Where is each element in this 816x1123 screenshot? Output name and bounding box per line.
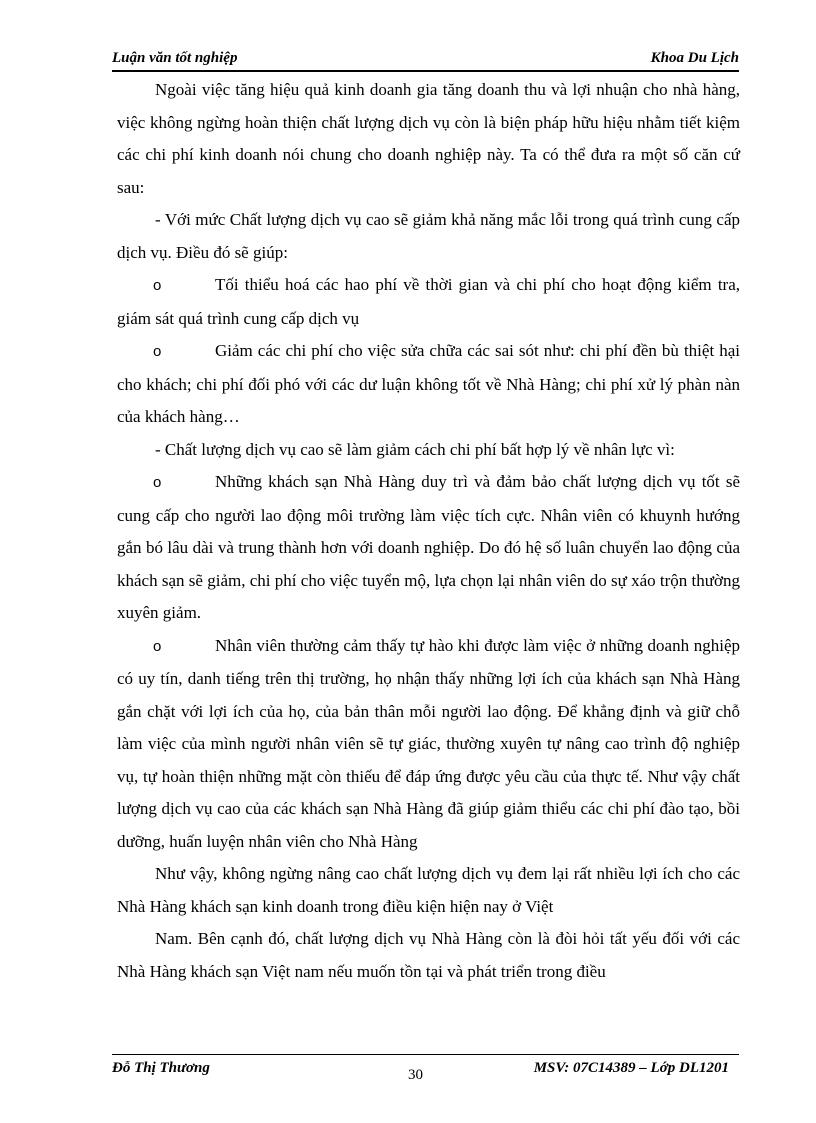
bullet-circle-icon: o [153, 277, 162, 294]
page-header [112, 50, 739, 70]
bullet-item-4-text: Nhân viên thường cảm thấy tự hào khi được làm việc ở những doanh nghiệp có uy tín, danh tiếng trên thị trường, họ nhận thấy những lợi ích của khách sạn Nhà Hàng gắn chặt với lợi ích của họ, của bản thân mỗi người lao động. Để khẳng định và giữ chỗ làm việc của mình người nhân viên sẽ tự giác, thường xuyên tự nâng cao trình độ nghiệp vụ, tự hoàn thiện những mặt còn thiếu để đáp ứng được yêu cầu của thực tế. Như vậy chất lượng dịch vụ cao của các khách sạn Nhà Hàng đã giúp giảm thiểu các chi phí đào tạo, bồi dưỡng, huấn luyện nhân viên cho Nhà Hàng [117, 635, 740, 851]
footer-author: Đỗ Thị Thương [112, 1060, 210, 1076]
header-divider [112, 70, 739, 72]
bullet-circle-icon: o [153, 474, 162, 491]
paragraph-continuation: Nam. Bên cạnh đó, chất lượng dịch vụ Nhà Hàng còn là đòi hỏi tất yếu đối với các Nhà Hàng khách sạn Việt nam nếu muốn tồn tại và phát triển trong điều [117, 929, 740, 981]
paragraph-error-reduction: - Với mức Chất lượng dịch vụ cao sẽ giảm khả năng mắc lỗi trong quá trình cung cấp dịch vụ. Điều đó sẽ giúp: [117, 210, 740, 262]
bullet-circle-icon: o [153, 637, 162, 655]
bullet-item-1 [117, 269, 740, 335]
page-footer [112, 1058, 739, 1082]
bullet-item-3-text: Những khách sạn Nhà Hàng duy trì và đảm bảo chất lượng dịch vụ tốt sẽ cung cấp cho người lao động môi trường làm việc tích cực. Nhân viên có khuynh hướng gắn bó lâu dài và trung thành hơn với doanh nghiệp. Do đó hệ số luân chuyển lao động của khách sạn sẽ giảm, chi phí cho việc tuyển mộ, lựa chọn lại nhân viên do sự xáo trộn thường xuyên giảm. [117, 472, 740, 622]
footer-student-id: MSV: 07C14389 – Lớp DL1201 [533, 1060, 729, 1076]
paragraph-intro: Ngoài việc tăng hiệu quả kinh doanh gia tăng doanh thu và lợi nhuận cho nhà hàng, việc không ngừng hoàn thiện chất lượng dịch vụ còn là biện pháp hữu hiệu nhằm tiết kiệm các chi phí kinh doanh nói chung cho doanh nghiệp này. Ta có thể đưa ra một số căn cứ sau: [117, 80, 740, 197]
footer-divider [112, 1054, 739, 1055]
bullet-item-2-text: Giảm các chi phí cho việc sửa chữa các sai sót như: chi phí đền bù thiệt hại cho khách; chi phí đối phó với các dư luận không tốt về Nhà Hàng; chi phí xử lý phàn nàn của khách hàng… [117, 341, 740, 426]
header-thesis-title: Luận văn tốt nghiệp [112, 50, 238, 66]
bullet-circle-icon: o [153, 343, 162, 360]
bullet-item-1-text: Tối thiểu hoá các hao phí về thời gian và chi phí cho hoạt động kiểm tra, giám sát quá trình cung cấp dịch vụ [117, 275, 740, 328]
paragraph-conclusion: Như vậy, không ngừng nâng cao chất lượng dịch vụ đem lại rất nhiều lợi ích cho các Nhà Hàng khách sạn kinh doanh trong điều kiện hiện nay ở Việt [117, 864, 740, 916]
paragraph-labor-costs: - Chất lượng dịch vụ cao sẽ làm giảm cách chi phí bất hợp lý về nhân lực vì: [155, 439, 675, 459]
bullet-item-3 [117, 466, 740, 630]
bullet-item-4 [117, 630, 740, 859]
page-body [117, 74, 740, 988]
bullet-item-2 [117, 335, 740, 434]
page-number: 30 [408, 1067, 423, 1083]
header-faculty: Khoa Du Lịch [650, 50, 739, 66]
